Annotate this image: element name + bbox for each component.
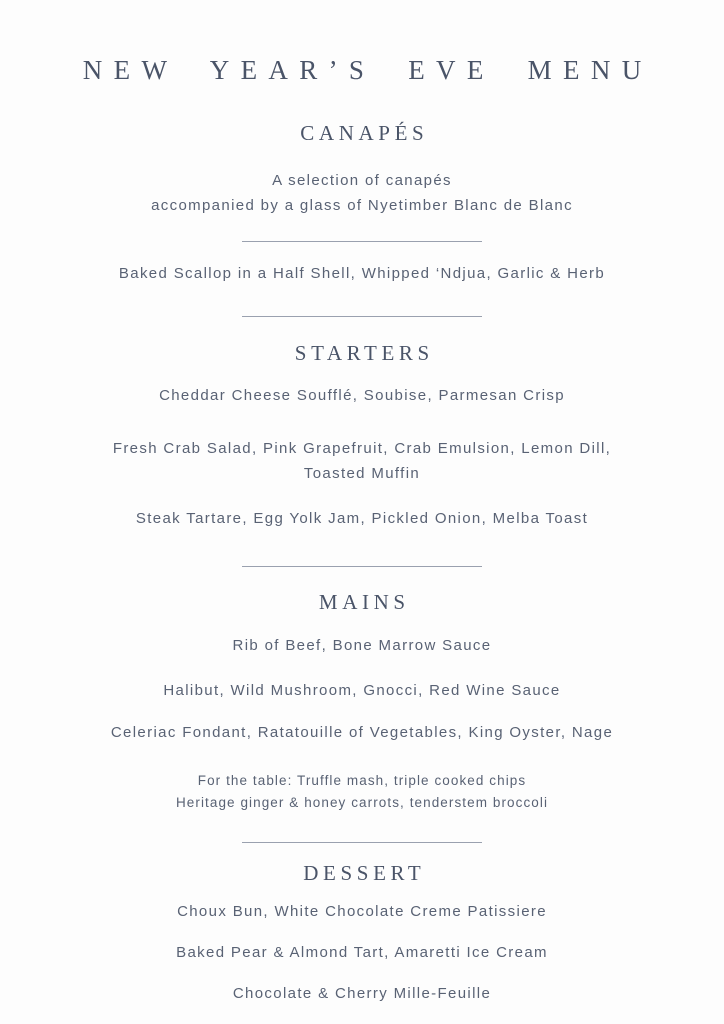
menu-item-line: Steak Tartare, Egg Yolk Jam, Pickled Onion, Melba Toast — [135, 510, 589, 527]
menu-item-line: Toasted Muffin — [303, 465, 421, 482]
menu-item — [163, 678, 560, 703]
menu-item — [111, 720, 613, 745]
menu-item-line: Celeriac Fondant, Ratatouille of Vegetables, King Oyster, Nage — [110, 724, 614, 741]
menu-item — [233, 981, 491, 1006]
menu-item-line: Rib of Beef, Bone Marrow Sauce — [232, 637, 492, 654]
menu-item — [233, 633, 492, 658]
menu-item-line: Baked Scallop in a Half Shell, Whipped ‘Ndjua, Garlic & Herb — [118, 265, 606, 282]
menu-item-line: Fresh Crab Salad, Pink Grapefruit, Crab Emulsion, Lemon Dill, — [112, 440, 612, 457]
menu-item — [176, 940, 548, 965]
table-sides-note — [176, 770, 548, 814]
section-divider — [242, 316, 482, 317]
menu-item-line: Halibut, Wild Mushroom, Gnocci, Red Wine Sauce — [163, 682, 561, 699]
menu-item-line: A selection of canapés — [272, 172, 452, 189]
section-divider — [242, 241, 482, 242]
table-sides-note-line: For the table: Truffle mash, triple cooked chips — [197, 773, 527, 788]
table-sides-note-line: Heritage ginger & honey carrots, tenderstem broccoli — [175, 795, 549, 810]
section-heading-mains: MAINS — [318, 590, 410, 614]
menu-title: NEW YEAR’S EVE MENU — [82, 55, 653, 85]
menu-item-line: Baked Pear & Almond Tart, Amaretti Ice Cream — [176, 944, 548, 961]
section-heading-starters: STARTERS — [294, 341, 434, 365]
menu-item — [136, 506, 588, 531]
section-heading-canapes: CANAPÉS — [300, 121, 429, 145]
section-divider — [242, 842, 482, 843]
section-heading-dessert: DESSERT — [303, 861, 426, 885]
section-divider — [242, 566, 482, 567]
menu-item — [159, 383, 565, 408]
menu-item-line: Cheddar Cheese Soufflé, Soubise, Parmesan Crisp — [159, 387, 565, 404]
menu-item — [119, 261, 605, 286]
menu-item-line: Choux Bun, White Chocolate Creme Patissiere — [177, 903, 547, 920]
menu-item-line: accompanied by a glass of Nyetimber Blanc de Blanc — [151, 197, 573, 214]
menu-item — [113, 436, 611, 486]
menu-item — [151, 168, 573, 218]
menu-item-line: Chocolate & Cherry Mille-Feuille — [232, 985, 492, 1002]
menu-item — [177, 899, 547, 924]
